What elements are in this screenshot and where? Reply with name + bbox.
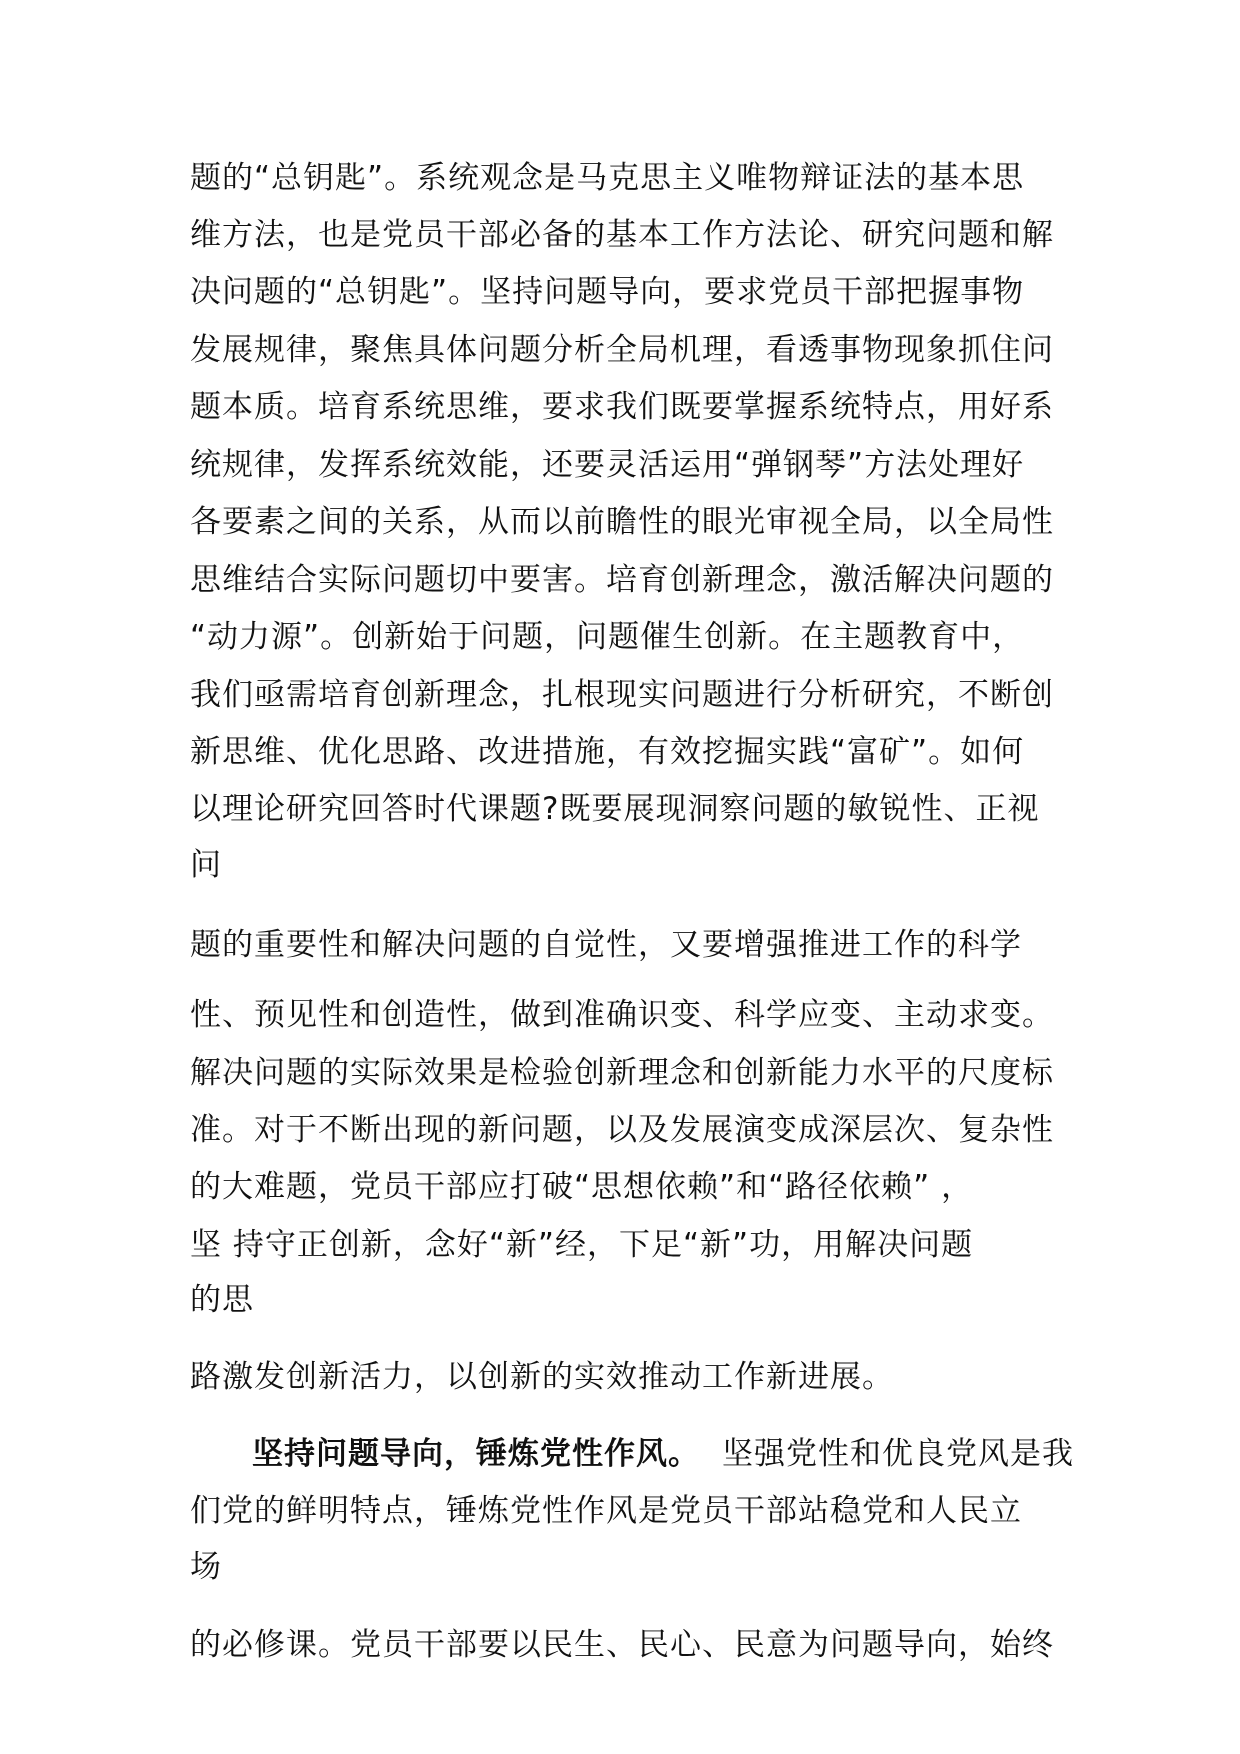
text-line: 统规律，发挥系统效能，还要灵活运用“弹钢琴”方法处理好 <box>190 447 1025 483</box>
text-line: “动力源”。创新始于问题，问题催生创新。在主题教育中， <box>190 619 1025 655</box>
text-line: 准。对于不断出现的新问题，以及发展演变成深层次、复杂性 <box>190 1112 1054 1148</box>
text-line: 我们亟需培育创新理念，扎根现实问题进行分析研究，不断创 <box>190 677 1054 713</box>
text-line: 的必修课。党员干部要以民生、民心、民意为问题导向，始终 <box>190 1627 1054 1663</box>
text-line: 发展规律，聚焦具体问题分析全局机理，看透事物现象抓住问 <box>190 332 1054 368</box>
text-line: 的思 <box>190 1282 254 1318</box>
text-line: 题的重要性和解决问题的自觉性，又要增强推进工作的科学 <box>190 927 1022 963</box>
text-line <box>190 1491 1022 1531</box>
text-line: 坚 持守正创新，念好“新”经，下足“新”功，用解决问题 <box>190 1227 974 1263</box>
text-line: 题的“总钥匙”。系统观念是马克思主义唯物辩证法的基本思 <box>190 160 1025 196</box>
text-line: 新思维、优化思路、改进措施，有效挖掘实践“富矿”。如何 <box>190 734 1025 770</box>
text-line: 的大难题，党员干部应打破“思想依赖”和“路径依赖” ， <box>190 1169 974 1205</box>
text-line: 解决问题的实际效果是检验创新理念和创新能力水平的尺度标 <box>190 1055 1054 1091</box>
line-rest: 党的鲜明特点，锤炼党性作风是党员干部站稳党和人民立 <box>222 1493 1022 1529</box>
text-line: 以理论研究回答时代课题?既要展现洞察问题的敏锐性、正视 <box>190 791 1040 827</box>
heading-continuation: 坚强党性和优良党风是我 <box>722 1436 1074 1472</box>
text-line: 路激发创新活力，以创新的实效推动工作新进展。 <box>190 1359 894 1395</box>
text-line: 决问题的“总钥匙”。坚持问题导向，要求党员干部把握事物 <box>190 274 1025 310</box>
text-line: 各要素之间的关系，从而以前瞻性的眼光审视全局，以全局性 <box>190 504 1054 540</box>
section-heading-line <box>252 1434 1074 1474</box>
text-line: 场 <box>190 1549 222 1585</box>
text-line: 问 <box>190 847 222 883</box>
text-line: 思维结合实际问题切中要害。培育创新理念，激活解决问题的 <box>190 562 1054 598</box>
text-line: 维方法，也是党员干部必备的基本工作方法论、研究问题和解 <box>190 217 1054 253</box>
line-prefix: 们 <box>190 1493 222 1529</box>
section-heading: 坚持问题导向，锤炼党性作风。 <box>252 1436 700 1472</box>
text-line: 性、预见性和创造性，做到准确识变、科学应变、主动求变。 <box>190 997 1054 1033</box>
text-line: 题本质。培育系统思维，要求我们既要掌握系统特点，用好系 <box>190 389 1054 425</box>
